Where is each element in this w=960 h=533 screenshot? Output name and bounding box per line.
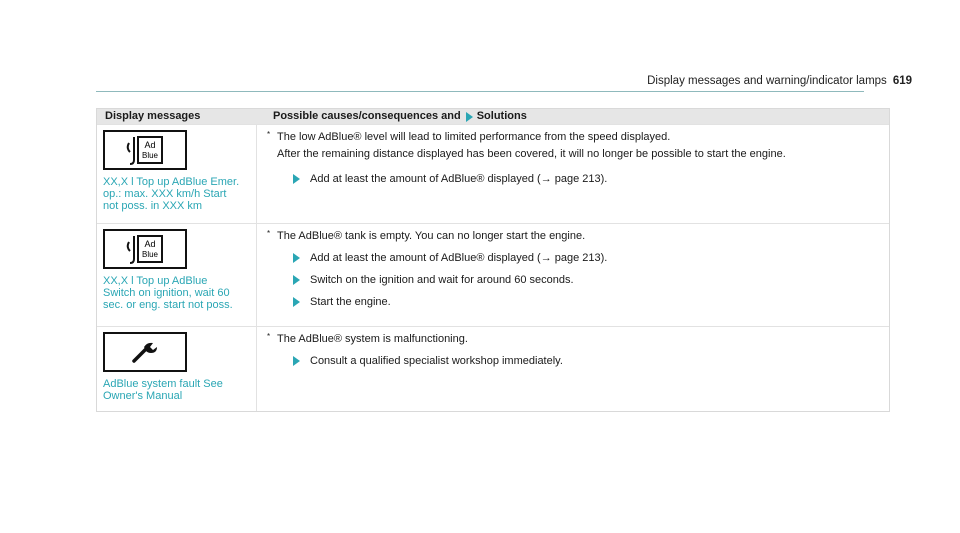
message-line: Switch on ignition, wait 60 (103, 287, 230, 299)
cause-line: The AdBlue® tank is empty. You can no longer start the engine. (277, 230, 586, 242)
display-message (103, 378, 250, 402)
page-number: 619 (892, 75, 912, 87)
message-cell (97, 125, 257, 223)
display-message (103, 176, 250, 212)
solution-step (267, 273, 879, 287)
col-header-messages: Display messages (105, 110, 201, 122)
asterisk: * (267, 130, 271, 139)
message-cell (97, 224, 257, 326)
solution-step (267, 251, 879, 265)
table-row (97, 124, 889, 223)
display-message (103, 275, 250, 311)
step-arrow-icon (293, 297, 300, 307)
wrench-icon (103, 332, 187, 372)
message-cell (97, 327, 257, 411)
display-messages-table (96, 108, 890, 412)
col-header-causes-label: Possible causes/consequences and (273, 110, 461, 122)
step-arrow-icon (293, 174, 300, 184)
cause-text (267, 332, 879, 346)
cause-cell (257, 327, 889, 411)
col-header-causes (265, 109, 889, 124)
step-text: Add at least the amount of AdBlue® displayed (→ page 213). (310, 252, 608, 264)
solution-step (267, 172, 879, 186)
header-title: Display messages and warning/indicator lamps (647, 75, 887, 87)
step-text: Switch on the ignition and wait for around 60 seconds. (310, 274, 574, 286)
step-arrow-icon (293, 275, 300, 285)
step-text: Start the engine. (310, 296, 391, 308)
icon-text-ad: Ad (144, 140, 156, 150)
cause-cell (257, 125, 889, 223)
solution-arrow-icon (466, 112, 473, 122)
solution-step (267, 354, 879, 368)
table-header (97, 109, 889, 124)
cause-text (267, 229, 879, 243)
header-divider (96, 91, 864, 92)
adblue-icon (103, 130, 187, 170)
message-line: XX,X l Top up AdBlue Emer. (103, 176, 240, 188)
icon-text-blue: Blue (141, 151, 159, 160)
cause-line: The low AdBlue® level will lead to limited performance from the speed displayed. (277, 131, 671, 143)
message-line: AdBlue system fault See (103, 378, 223, 390)
message-line: not poss. in XXX km (103, 200, 203, 212)
cause-cell (257, 224, 889, 326)
page-header (647, 75, 912, 87)
table-row (97, 326, 889, 411)
cause-text (267, 130, 879, 144)
table-row (97, 223, 889, 326)
step-text: Consult a qualified specialist workshop immediately. (310, 355, 563, 367)
message-line: XX,X l Top up AdBlue (103, 275, 208, 287)
icon-text-blue: Blue (141, 250, 159, 259)
adblue-icon (103, 229, 187, 269)
solution-step (267, 295, 879, 309)
cause-paragraph: After the remaining distance displayed has been covered, it will no longer be possible to start the engine. (277, 148, 786, 160)
cause-line: The AdBlue® system is malfunctioning. (277, 333, 468, 345)
message-line: op.: max. XXX km/h Start (103, 188, 227, 200)
message-line: sec. or eng. start not poss. (103, 299, 233, 311)
asterisk: * (267, 332, 271, 341)
message-line: Owner's Manual (103, 390, 183, 402)
asterisk: * (267, 229, 271, 238)
step-arrow-icon (293, 253, 300, 263)
step-text: Add at least the amount of AdBlue® displayed (→ page 213). (310, 173, 608, 185)
step-arrow-icon (293, 356, 300, 366)
col-header-solutions-label: Solutions (476, 110, 527, 122)
icon-text-ad: Ad (144, 239, 156, 249)
